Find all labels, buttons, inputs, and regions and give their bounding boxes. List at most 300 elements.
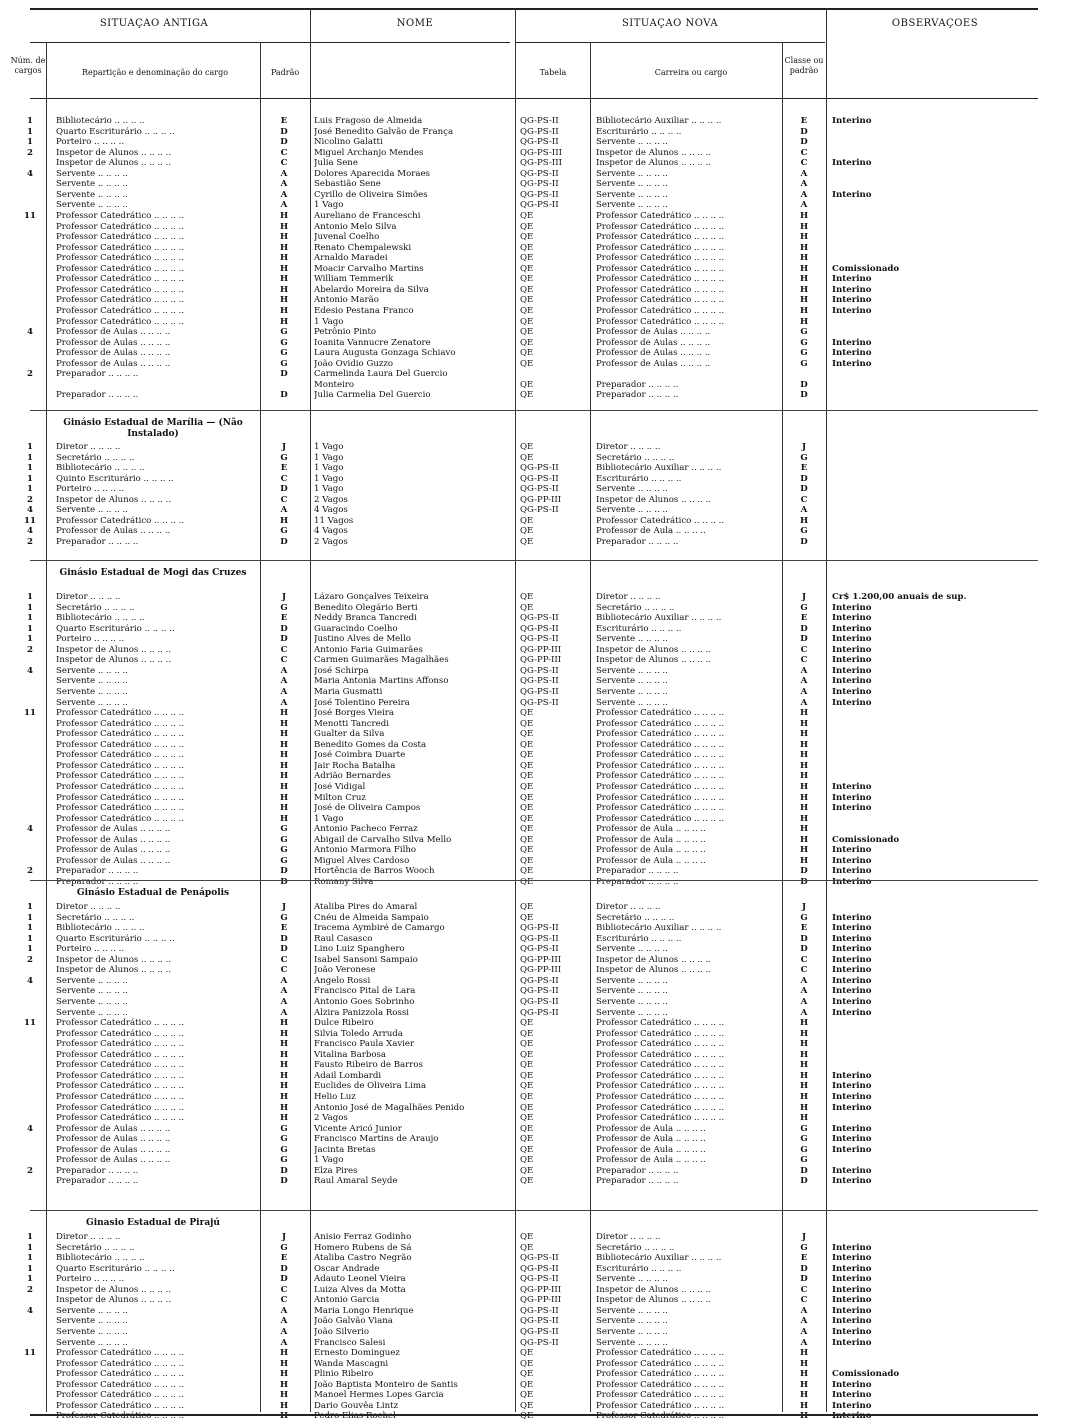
table-row [0, 902, 1068, 912]
cargo-cell: Servente .. .. .. .. [56, 1316, 128, 1327]
nome-cell: Antonio Garcia [314, 1295, 380, 1306]
cargo-cell: Professor de Aulas .. .. .. .. [56, 348, 171, 359]
nome-cell: Julia Sene [314, 158, 358, 169]
cargo-cell: Professor Catedrático .. .. .. .. [56, 263, 185, 274]
table-row [0, 655, 1068, 665]
cargo-cell: Professor Catedrático .. .. .. .. [56, 1060, 185, 1071]
nome-cell: Anisio Ferraz Godinho [314, 1232, 412, 1242]
tabela-cell: QE [520, 1070, 534, 1081]
padrao-cell: G [280, 845, 288, 856]
carreira-cell: Servente .. .. .. .. [596, 975, 668, 986]
classe-cell: A [800, 1337, 808, 1348]
cargo-cell: Professor Catedrático .. .. .. .. [56, 295, 185, 306]
table-row [0, 1092, 1068, 1102]
cargo-cell: Diretor .. .. .. .. [56, 1232, 121, 1242]
num-cargos-cell: 11 [24, 1018, 36, 1028]
tabela-cell: QE [520, 1400, 534, 1411]
cargo-cell: Quarto Escriturário .. .. .. .. [56, 623, 175, 634]
cargo-cell: Professor Catedrático .. .. .. .. [56, 781, 185, 792]
tabela-cell: QE [520, 305, 534, 316]
nome-cell: Luis Fragoso de Almeida [314, 116, 423, 126]
tabela-cell: QG-PS-II [520, 137, 559, 148]
observacao-cell: Interino [832, 1337, 872, 1348]
cargo-cell: Professor Catedrático .. .. .. .. [56, 274, 185, 285]
num-cargos-cell: 11 [24, 210, 36, 221]
table-row [0, 232, 1068, 242]
cargo-cell: Secretário .. .. .. .. [56, 912, 135, 923]
padrao-cell: A [280, 997, 288, 1007]
padrao-cell: H [279, 1358, 289, 1369]
num-cargos-cell: 1 [27, 484, 33, 495]
tabela-cell: QE [520, 1018, 534, 1028]
tabela-cell: QE [520, 1113, 534, 1123]
tabela-cell: QG-PP-III [520, 494, 562, 505]
classe-cell: D [800, 1274, 808, 1285]
tabela-cell: QG-PP-III [520, 644, 562, 655]
num-cargos-cell: 1 [27, 944, 33, 955]
tabela-cell: QE [520, 253, 534, 264]
carreira-cell: Professor Catedrático .. .. .. .. [596, 210, 725, 221]
padrao-cell: H [279, 813, 289, 824]
nome-cell: Abelardo Moreira da Silva [314, 284, 429, 295]
padrao-cell: G [280, 602, 288, 613]
cargo-cell: Servente .. .. .. .. [56, 200, 128, 211]
num-cargos-cell: 1 [27, 592, 33, 602]
cargo-cell: Bibliotecário .. .. .. .. [56, 463, 145, 474]
carreira-cell: Professor Catedrático .. .. .. .. [596, 1358, 725, 1369]
cargo-cell: Professor de Aulas .. .. .. .. [56, 358, 171, 369]
classe-cell: A [800, 168, 808, 179]
nome-cell: Edesio Pestana Franco [314, 305, 414, 316]
nome-cell: Adrião Bernardes [314, 771, 391, 782]
classe-cell: D [800, 866, 808, 877]
padrao-cell: C [280, 158, 288, 169]
padrao-cell: H [279, 718, 289, 729]
padrao-cell: H [279, 1081, 289, 1092]
carreira-cell: Inspetor de Alunos .. .. .. .. [596, 158, 712, 169]
tabela-cell: QG-PS-II [520, 1316, 559, 1327]
padrao-cell: E [280, 613, 288, 624]
padrao-cell: H [279, 263, 289, 274]
tabela-cell: QE [520, 824, 534, 835]
cargo-cell: Inspetor de Alunos .. .. .. .. [56, 644, 172, 655]
table-row [0, 516, 1068, 526]
cargo-cell: Servente .. .. .. .. [56, 1305, 128, 1316]
padrao-cell: H [279, 739, 289, 750]
carreira-cell: Inspetor de Alunos .. .. .. .. [596, 494, 712, 505]
carreira-cell: Escriturário .. .. .. .. [596, 126, 682, 137]
num-cargos-cell: 2 [27, 537, 33, 547]
num-cargos-cell: 4 [27, 665, 33, 676]
classe-cell: H [799, 1039, 809, 1050]
tabela-cell: QG-PS-II [520, 1274, 559, 1285]
padrao-cell: A [280, 687, 288, 697]
classe-cell: A [800, 1007, 808, 1018]
nome-cell: Jacinta Bretas [314, 1144, 376, 1155]
table-row [0, 359, 1068, 369]
nome-cell: João Veronese [314, 965, 376, 976]
padrao-cell: G [280, 1144, 288, 1155]
tabela-cell: QE [520, 1348, 534, 1358]
num-cargos-cell: 4 [27, 1123, 33, 1134]
tabela-cell: QE [520, 295, 534, 306]
table-row [0, 1264, 1068, 1274]
classe-cell: H [799, 305, 809, 316]
nome-cell: 1 Vago [314, 484, 344, 495]
tabela-cell: QG-PP-III [520, 1284, 562, 1295]
cargo-cell: Servente .. .. .. .. [56, 697, 128, 708]
observacao-cell: Interino [832, 1253, 872, 1264]
padrao-cell: A [280, 676, 288, 687]
padrao-cell: H [279, 781, 289, 792]
classe-cell: G [800, 1242, 808, 1253]
cargo-cell: Professor Catedrático .. .. .. .. [56, 316, 185, 327]
header-tabela: Tabela [539, 68, 567, 77]
observacao-cell: Interino [832, 954, 872, 965]
carreira-cell: Preparador .. .. .. .. [596, 1165, 679, 1176]
padrao-cell: A [280, 975, 288, 986]
cargo-cell: Professor Catedrático .. .. .. .. [56, 242, 185, 253]
carreira-cell: Professor de Aula .. .. .. .. [596, 1155, 706, 1166]
table-row [0, 295, 1068, 305]
carreira-cell: Professor de Aulas .. .. .. .. [596, 348, 711, 359]
cargo-cell: Diretor .. .. .. .. [56, 592, 121, 602]
cargo-cell: Professor Catedrático .. .. .. .. [56, 515, 185, 526]
nome-cell: Dario Gouvêa Lintz [314, 1400, 399, 1411]
tabela-cell: QE [520, 284, 534, 295]
classe-cell: G [800, 348, 808, 359]
tabela-cell: QE [520, 1060, 534, 1071]
observacao-cell: Interino [832, 623, 872, 634]
tabela-cell: QE [520, 750, 534, 761]
padrao-cell: H [279, 1411, 289, 1422]
cargo-cell: Preparador .. .. .. .. [56, 1165, 139, 1176]
padrao-cell: G [280, 855, 288, 866]
padrao-cell: H [279, 750, 289, 761]
tabela-cell: QE [520, 1176, 534, 1187]
cargo-cell: Professor de Aulas .. .. .. .. [56, 327, 171, 337]
cargo-cell: Diretor .. .. .. .. [56, 902, 121, 912]
nome-cell: Silvia Toledo Arruda [314, 1028, 403, 1039]
table-row [0, 369, 1068, 379]
cargo-cell: Porteiro .. .. .. .. [56, 944, 125, 955]
observacao-cell: Interino [832, 1379, 872, 1390]
tabela-cell: QG-PS-II [520, 623, 559, 634]
classe-cell: D [800, 537, 808, 547]
carreira-cell: Bibliotecário Auxiliar .. .. .. .. [596, 923, 722, 934]
nome-cell: Vitalina Barbosa [314, 1049, 387, 1060]
tabela-cell: QE [520, 1242, 534, 1253]
tabela-cell: QG-PS-II [520, 1263, 559, 1274]
nome-cell: Lino Luiz Spanghero [314, 944, 405, 955]
classe-cell: H [799, 1102, 809, 1113]
tabela-cell: QG-PS-II [520, 933, 559, 944]
padrao-cell: H [279, 274, 289, 285]
nome-cell: Ernesto Dominguez [314, 1348, 400, 1358]
cargo-cell: Professor Catedrático .. .. .. .. [56, 813, 185, 824]
table-row [0, 944, 1068, 954]
carreira-cell: Secretário .. .. .. .. [596, 452, 675, 463]
nome-cell: Cnéu de Almeida Sampaio [314, 912, 429, 923]
classe-cell: H [799, 1070, 809, 1081]
classe-cell: A [800, 200, 808, 211]
tabela-cell: QG-PS-II [520, 1327, 559, 1337]
num-cargos-cell: 1 [27, 1242, 33, 1253]
classe-cell: D [800, 473, 808, 484]
carreira-cell: Servente .. .. .. .. [596, 665, 668, 676]
table-row [0, 190, 1068, 200]
cargo-cell: Secretário .. .. .. .. [56, 602, 135, 613]
tabela-cell: QG-PP-III [520, 1295, 562, 1306]
tabela-cell: QE [520, 1134, 534, 1145]
tabela-cell: QE [520, 390, 534, 401]
classe-cell: H [799, 845, 809, 856]
section-title: Ginásio Estadual de Penápolis [76, 888, 230, 898]
classe-cell: D [800, 634, 808, 645]
observacao-cell: Interino [832, 676, 872, 687]
header-nome: NOME [396, 18, 434, 29]
table-row [0, 1338, 1068, 1348]
tabela-cell: QE [520, 912, 534, 923]
observacao-cell: Interino [832, 866, 872, 877]
carreira-cell: Professor Catedrático .. .. .. .. [596, 1369, 725, 1380]
nome-cell: Juvenal Coelho [314, 232, 380, 243]
cargo-cell: Quarto Escriturário .. .. .. .. [56, 1263, 175, 1274]
padrao-cell: G [280, 348, 288, 359]
carreira-cell: Professor de Aulas .. .. .. .. [596, 337, 711, 348]
nome-cell: Abigail de Carvalho Silva Mello [314, 834, 452, 845]
tabela-cell: QE [520, 1369, 534, 1380]
classe-cell: H [799, 1049, 809, 1060]
tabela-cell: QE [520, 592, 534, 602]
padrao-cell: G [280, 1134, 288, 1145]
classe-cell: C [800, 158, 808, 169]
observacao-cell: Interino [832, 1242, 872, 1253]
carreira-cell: Servente .. .. .. .. [596, 137, 668, 148]
header-classe: Classe ou padrão [784, 56, 824, 75]
cargo-cell: Servente .. .. .. .. [56, 975, 128, 986]
classe-cell: H [799, 1113, 809, 1123]
carreira-cell: Inspetor de Alunos .. .. .. .. [596, 954, 712, 965]
table-row [0, 1359, 1068, 1369]
classe-cell: G [800, 526, 808, 537]
table-row [0, 955, 1068, 965]
tabela-cell: QE [520, 232, 534, 243]
carreira-cell: Professor Catedrático .. .. .. .. [596, 1039, 725, 1050]
classe-cell: A [800, 1305, 808, 1316]
num-cargos-cell: 4 [27, 824, 33, 835]
classe-cell: H [799, 1411, 809, 1422]
tabela-cell: QE [520, 834, 534, 845]
num-cargos-cell: 4 [27, 505, 33, 516]
cargo-cell: Inspetor de Alunos .. .. .. .. [56, 965, 172, 976]
cargo-cell: Professor de Aulas .. .. .. .. [56, 1155, 171, 1166]
nome-cell: Plinio Ribeiro [314, 1369, 374, 1380]
num-cargos-cell: 2 [27, 954, 33, 965]
carreira-cell: Preparador .. .. .. .. [596, 876, 679, 887]
num-cargos-cell: 1 [27, 634, 33, 645]
padrao-cell: A [280, 1007, 288, 1018]
carreira-cell: Servente .. .. .. .. [596, 944, 668, 955]
tabela-cell: QE [520, 855, 534, 866]
tabela-cell: QE [520, 274, 534, 285]
classe-cell: E [800, 1253, 808, 1264]
padrao-cell: D [280, 866, 288, 877]
tabela-cell: QE [520, 379, 534, 390]
header-situacao-nova: SITUAÇAO NOVA [621, 18, 719, 29]
nome-cell: Miguel Archanjo Mendes [314, 147, 424, 158]
nome-cell: 1 Vago [314, 1155, 344, 1166]
nome-cell: Aureliano de Franceschi [314, 210, 421, 221]
table-row [0, 913, 1068, 923]
nome-cell: Angelo Rossi [314, 975, 371, 986]
observacao-cell: Interino [832, 781, 872, 792]
padrao-cell: D [280, 1274, 288, 1285]
num-cargos-cell: 1 [27, 912, 33, 923]
carreira-cell: Professor Catedrático .. .. .. .. [596, 771, 725, 782]
carreira-cell: Professor Catedrático .. .. .. .. [596, 718, 725, 729]
table-row [0, 526, 1068, 536]
carreira-cell: Bibliotecário Auxiliar .. .. .. .. [596, 613, 722, 624]
cargo-cell: Professor Catedrático .. .. .. .. [56, 1081, 185, 1092]
carreira-cell: Professor Catedrático .. .. .. .. [596, 760, 725, 771]
classe-cell: H [799, 1060, 809, 1071]
subheader-rule-left [30, 42, 510, 43]
classe-cell: A [800, 189, 808, 200]
cargo-cell: Professor Catedrático .. .. .. .. [56, 803, 185, 813]
classe-cell: H [799, 1400, 809, 1411]
section-title: Ginásio Estadual de Mogi das Cruzes [59, 568, 247, 578]
nome-cell: Cyrillo de Oliveira Simões [314, 189, 428, 200]
table-row [0, 1050, 1068, 1060]
tabela-cell: QG-PS-II [520, 1007, 559, 1018]
carreira-cell: Professor Catedrático .. .. .. .. [596, 316, 725, 327]
carreira-cell: Professor Catedrático .. .. .. .. [596, 1390, 725, 1401]
classe-cell: E [800, 923, 808, 934]
header-padrao: Padrão [270, 68, 300, 77]
tabela-cell: QE [520, 242, 534, 253]
nome-cell: Helio Luz [314, 1091, 356, 1102]
carreira-cell: Professor de Aula .. .. .. .. [596, 526, 706, 537]
carreira-cell: Professor Catedrático .. .. .. .. [596, 750, 725, 761]
padrao-cell: C [280, 954, 288, 965]
padrao-cell: H [279, 210, 289, 221]
tabela-cell: QG-PS-II [520, 1337, 559, 1348]
carreira-cell: Professor Catedrático .. .. .. .. [596, 708, 725, 718]
padrao-cell: H [279, 771, 289, 782]
carreira-cell: Professor Catedrático .. .. .. .. [596, 221, 725, 232]
observacao-cell: Interino [832, 1176, 872, 1187]
cargo-cell: Secretário .. .. .. .. [56, 1242, 135, 1253]
subheader-rule-right [515, 42, 825, 43]
tabela-cell: QE [520, 781, 534, 792]
tabela-cell: QG-PS-II [520, 1305, 559, 1316]
observacao-cell: Interino [832, 697, 872, 708]
tabela-cell: QE [520, 876, 534, 887]
table-row [0, 1124, 1068, 1134]
nome-cell: 1 Vago [314, 813, 344, 824]
padrao-cell: H [279, 1400, 289, 1411]
table-row [0, 390, 1068, 400]
classe-cell: J [801, 1232, 807, 1242]
classe-cell: A [800, 179, 808, 190]
nome-cell: Benedito Gomes da Costa [314, 739, 427, 750]
carreira-cell: Professor de Aula .. .. .. .. [596, 845, 706, 856]
section-separator [30, 880, 1038, 881]
nome-cell: Antonio Goes Sobrinho [314, 997, 415, 1007]
padrao-cell: H [279, 729, 289, 740]
padrao-cell: H [279, 221, 289, 232]
cargo-cell: Inspetor de Alunos .. .. .. .. [56, 494, 172, 505]
nome-cell: 4 Vagos [314, 505, 348, 516]
carreira-cell: Servente .. .. .. .. [596, 1327, 668, 1337]
classe-cell: H [799, 295, 809, 306]
carreira-cell: Professor Catedrático .. .. .. .. [596, 1081, 725, 1092]
tabela-cell: QE [520, 1039, 534, 1050]
table-row [0, 1348, 1068, 1358]
table-row [0, 495, 1068, 505]
padrao-cell: J [281, 902, 287, 912]
carreira-cell: Bibliotecário Auxiliar .. .. .. .. [596, 1253, 722, 1264]
table-row [0, 750, 1068, 760]
table-row [0, 835, 1068, 845]
carreira-cell: Preparador .. .. .. .. [596, 1176, 679, 1187]
classe-cell: A [800, 665, 808, 676]
table-row [0, 793, 1068, 803]
classe-cell: H [799, 708, 809, 718]
nome-cell: Dolores Aparecida Moraes [314, 168, 430, 179]
carreira-cell: Professor de Aula .. .. .. .. [596, 1123, 706, 1134]
table-row [0, 338, 1068, 348]
padrao-cell: C [280, 1295, 288, 1306]
table-row [0, 1134, 1068, 1144]
nome-cell: José Benedito Galvão de França [314, 126, 454, 137]
table-row [0, 1243, 1068, 1253]
carreira-cell: Professor Catedrático .. .. .. .. [596, 232, 725, 243]
observacao-cell: Interino [832, 1316, 872, 1327]
cargo-cell: Professor de Aulas .. .. .. .. [56, 855, 171, 866]
table-row [0, 222, 1068, 232]
carreira-cell: Inspetor de Alunos .. .. .. .. [596, 147, 712, 158]
cargo-cell: Professor de Aulas .. .. .. .. [56, 1144, 171, 1155]
cargo-cell: Servente .. .. .. .. [56, 997, 128, 1007]
carreira-cell: Servente .. .. .. .. [596, 997, 668, 1007]
classe-cell: G [800, 337, 808, 348]
classe-cell: H [799, 781, 809, 792]
classe-cell: D [800, 484, 808, 495]
table-row [0, 264, 1068, 274]
carreira-cell: Diretor .. .. .. .. [596, 902, 661, 912]
carreira-cell: Professor Catedrático .. .. .. .. [596, 1102, 725, 1113]
num-cargos-cell: 1 [27, 923, 33, 934]
padrao-cell: D [280, 126, 288, 137]
table-row [0, 1039, 1068, 1049]
padrao-cell: D [280, 1176, 288, 1187]
padrao-cell: C [280, 655, 288, 666]
observacao-cell: Interino [832, 348, 872, 359]
table-row [0, 634, 1068, 644]
cargo-cell: Professor Catedrático .. .. .. .. [56, 792, 185, 803]
padrao-cell: G [280, 337, 288, 348]
table-row [0, 687, 1068, 697]
classe-cell: H [799, 515, 809, 526]
header-reparticao: Repartição e denominação do cargo [81, 68, 229, 77]
observacao-cell: Interino [832, 1134, 872, 1145]
tabela-cell: QE [520, 813, 534, 824]
tabela-cell: QE [520, 1144, 534, 1155]
table-row [0, 1390, 1068, 1400]
padrao-cell: H [279, 242, 289, 253]
